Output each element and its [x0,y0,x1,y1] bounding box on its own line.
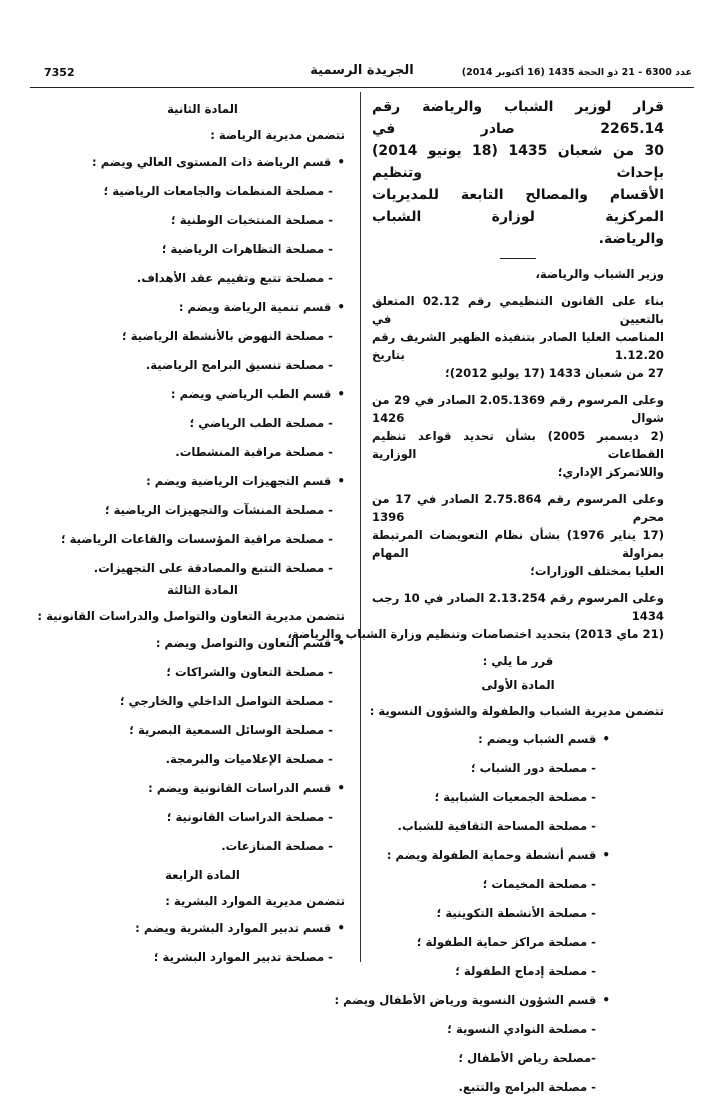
preamble-line: المناصب العليا الصادر بتنفيذه الظهير الشريف رقم 1.12.20 بتاريخ [372,330,664,362]
article-intro: تتضمن مديرية الرياضة : [210,128,345,142]
decree-title-line: والرياضة. [598,231,664,247]
service-item: - مصلحة الأنشطة التكوينية ؛ [436,906,596,920]
section-title: • قسم تدبير الموارد البشرية ويضم : [60,919,345,937]
service-item: - مصلحة البرامج والتتبع. [458,1080,596,1094]
preamble-line: (17 يناير 1976) بشأن نظام التعويضات المرتبطة بمزاولة المهام [372,528,664,560]
service-item: - مصلحة تدبير الموارد البشرية ؛ [153,950,333,964]
left-column [37,100,345,977]
gazette-title: الجريدة الرسمية [310,63,414,78]
section-title: • قسم الشباب ويضم : [372,730,664,748]
service-item: - مصلحة التظاهرات الرياضية ؛ [161,242,333,256]
service-item: - مصلحة الدراسات القانونية ؛ [166,810,333,824]
service-item: - مصلحة التتبع والمصادقة على التجهيزات. [93,561,333,575]
article-title: المادة الأولى [481,678,555,692]
service-item: - مصلحة التواصل الداخلي والخارجي ؛ [119,694,333,708]
decree-title [372,96,664,250]
minister-line: وزير الشباب والرياضة، [535,267,664,281]
service-item: - مصلحة الجمعيات الشبابية ؛ [434,790,596,804]
section-block [372,730,664,835]
service-item: - مصلحة مراقبة المنشطات. [175,445,333,459]
preamble-line: وعلى المرسوم رقم 2.75.864 الصادر في 17 من محرم 1396 [372,492,664,524]
service-item: - مصلحة النوادي النسوية ؛ [447,1022,596,1036]
header-divider [30,87,694,88]
section-title: • قسم التجهيزات الرياضية ويضم : [60,472,345,490]
article-title: المادة الرابعة [165,868,240,882]
service-item: - مصلحة مراكز حماية الطفولة ؛ [416,935,596,949]
preamble-line: العليا بمختلف الوزارات؛ [530,564,664,578]
preamble-paragraph [372,391,664,481]
service-item: - مصلحة المنازعات. [221,839,333,853]
service-item: - مصلحة دور الشباب ؛ [470,761,596,775]
preamble-paragraph [372,490,664,580]
service-item: - مصلحة التعاون والشراكات ؛ [166,665,333,679]
section-title: • قسم التعاون والتواصل ويضم : [60,634,345,652]
decides-line: قرر ما يلي : [482,654,554,668]
decree-title-line: 30 من شعبان 1435 (18 يونيو 2014) بإحداث وتنظيم [372,143,665,181]
right-column [287,96,665,1107]
section-title: • قسم الرياضة ذات المستوى العالي ويضم : [60,153,345,171]
section-block [372,846,664,980]
page-header [30,64,694,84]
service-item: - مصلحة المخيمات ؛ [482,877,596,891]
section-title: • قسم الطب الرياضي ويضم : [60,385,345,403]
preamble-line: وعلى المرسوم رقم 2.13.254 الصادر في 10 رجب 1434 [372,591,664,623]
service-item: -مصلحة رياض الأطفال ؛ [458,1051,596,1065]
service-item: - مصلحة المساحة الثقافية للشباب. [397,819,596,833]
preamble-line: بناء على القانون التنظيمي رقم 02.12 المتعلق بالتعيين في [372,294,664,326]
issue-info: عدد 6300 - 21 ذو الحجة 1435 (16 أكتوبر 2014) [461,67,692,78]
page-number: 7352 [44,66,75,79]
service-item: - مصلحة الطب الرياضي ؛ [189,416,333,430]
preamble-line: (2 ديسمبر 2005) بشأن تحديد قواعد تنظيم القطاعات الوزارية [372,429,664,461]
preamble-line: 27 من شعبان 1433 (17 يوليو 2012)؛ [445,366,664,380]
section-title: • قسم الشؤون النسوية ورياض الأطفال ويضم : [372,991,664,1009]
service-item: - مصلحة المنشآت والتجهيزات الرياضية ؛ [104,503,333,517]
preamble-line: (21 ماي 2013) بتحديد اختصاصات وتنظيم وزارة الشباب والرياضة، [287,627,664,641]
preamble-line: وعلى المرسوم رقم 2.05.1369 الصادر في 29 من شوال 1426 [372,393,664,425]
service-item: - مصلحة النهوض بالأنشطة الرياضية ؛ [122,329,333,343]
article-intro: تتضمن مديرية الشباب والطفولة والشؤون النسوية : [369,704,664,718]
section-title: • قسم الدراسات القانونية ويضم : [60,779,345,797]
preamble-line: واللاتمركز الإداري؛ [557,465,664,479]
service-item: - مصلحة الوسائل السمعية البصرية ؛ [129,723,333,737]
service-item: - مصلحة إدماج الطفولة ؛ [455,964,596,978]
section-block [334,991,664,1096]
article-title: المادة الثالثة [167,583,238,597]
article-intro: تتضمن مديرية التعاون والتواصل والدراسات القانونية : [37,609,345,623]
preamble-paragraph [287,589,664,643]
section-title: • قسم تنمية الرياضة ويضم : [60,298,345,316]
service-item: - مصلحة الإعلاميات والبرمجة. [165,752,333,766]
column-divider [360,92,361,962]
article-intro: تتضمن مديرية الموارد البشرية : [165,894,345,908]
service-item: - مصلحة المنتخبات الوطنية ؛ [171,213,333,227]
service-item: - مصلحة مراقبة المؤسسات والقاعات الرياضية ؛ [60,532,333,546]
service-item: - مصلحة المنظمات والجامعات الرياضية ؛ [103,184,333,198]
decree-title-line: الأقسام والمصالح التابعة للمديريات المركزية لوزارة الشباب [372,187,664,225]
service-item: - مصلحة تتبع وتقييم عقد الأهداف. [136,271,333,285]
title-separator [500,258,536,259]
preamble-paragraph [372,292,664,382]
service-item: - مصلحة تنسيق البرامج الرياضية. [145,358,333,372]
section-title: • قسم أنشطة وحماية الطفولة ويضم : [372,846,664,864]
decree-title-line: قرار لوزير الشباب والرياضة رقم 2265.14 صادر في [372,99,664,137]
article-title: المادة الثانية [167,102,238,116]
